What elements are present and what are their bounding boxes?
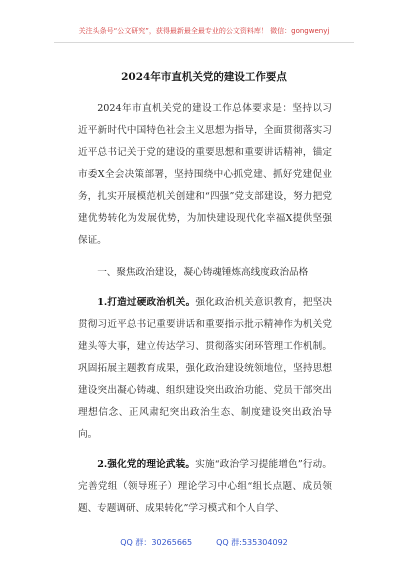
item-paragraph-1 [78, 292, 332, 446]
footer-qq-group-1: QQ 群：30265665 [120, 538, 193, 547]
intro-paragraph: 2024年市直机关党的建设工作总体要求是：坚持以习近平新时代中国特色社会主义思想为指导，全面贯彻落实习近平总书记关于党的建设的重要思想和重要讲话精神，锚定市委X全会决策部署，坚持围绕中心抓党建、抓好党建促业务，扎实开展模范机关创建和“四强”党支部建设，努力把党建优势转化为发展优势，为加快建设现代化幸福X提供坚强保证。 [78, 103, 332, 246]
document-body [78, 98, 332, 520]
footer-qq-group-2: QQ 群:535304092 [216, 538, 288, 547]
item-lead-1: 1.打造过硬政治机关。 [97, 297, 196, 308]
document-title: 2024年市直机关党的建设工作要点 [121, 71, 287, 83]
header-divider [54, 42, 354, 43]
section-heading: 一、聚焦政治建设，凝心铸魂锤炼高线度政治品格 [97, 267, 309, 278]
item-text-1: 强化政治机关意识教育，把坚决贯彻习近平总书记重要讲话和重要指示批示精神作为机关党建头等大事，建立传达学习、贯彻落实闭环管理工作机制。巩固拓展主题教育成果，强化政治建设统领地位，坚持思想建设突出凝心铸魂、组织建设突出政治功能、党员干部突出理想信念、正风肃纪突出政治生态、制度建设突出政治导向。 [78, 297, 333, 440]
header-banner: 关注头条号“公文研究”，获得最新最全最专业的公文资料库！ 微信：gongwenyj [78, 27, 330, 35]
item-lead-2: 2.强化党的理论武装。 [97, 459, 196, 470]
footer-contact [0, 538, 408, 548]
item-text-2: 实施“政治学习提能增色”行动。完善党组（领导班子）理论学习中心组“组长点题、成员领题、专题调研、成果转化”学习模式和个人自学、 [78, 459, 333, 514]
item-paragraph-2 [78, 454, 332, 520]
